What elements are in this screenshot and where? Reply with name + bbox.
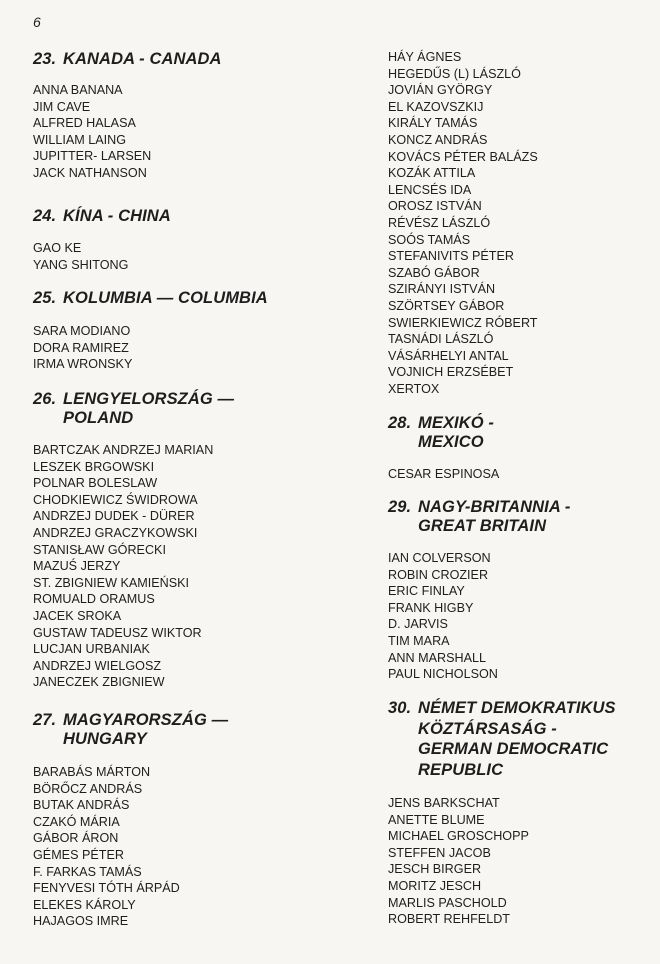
- section-heading: [33, 207, 333, 226]
- name-list: [33, 240, 333, 273]
- list-item: FENYVESI TÓTH ÁRPÁD: [33, 881, 180, 896]
- list-item: BARTCZAK ANDRZEJ MARIAN: [33, 443, 214, 457]
- section-heading: [33, 390, 333, 428]
- section-number: 28.: [388, 414, 412, 432]
- section-title: MEXIKÓ -: [418, 414, 494, 432]
- section-title: REPUBLIC: [418, 760, 504, 779]
- section-number: 26.: [33, 390, 57, 408]
- section-canada: [33, 50, 333, 182]
- list-item: CESAR ESPINOSA: [388, 467, 500, 481]
- list-item: HAJAGOS IMRE: [33, 914, 129, 929]
- list-item: JENS BARKSCHAT: [388, 796, 500, 810]
- list-item: ALFRED HALASA: [33, 116, 136, 131]
- list-item: SWIERKIEWICZ RÓBERT: [388, 315, 538, 330]
- section-hungary: [33, 711, 333, 930]
- list-item: LENCSÉS IDA: [388, 182, 472, 197]
- list-item: KONCZ ANDRÁS: [388, 132, 488, 147]
- section-title: NÉMET DEMOKRATIKUS: [418, 699, 616, 717]
- list-item: SZÖRTSEY GÁBOR: [388, 298, 505, 313]
- list-item: PAUL NICHOLSON: [388, 667, 498, 682]
- section-title: KOLUMBIA — COLUMBIA: [63, 289, 268, 307]
- list-item: GUSTAW TADEUSZ WIKTOR: [33, 625, 202, 640]
- name-list: [33, 764, 333, 930]
- list-item: FRANK HIGBY: [388, 600, 474, 615]
- list-item: JACEK SROKA: [33, 608, 122, 623]
- list-item: JANECZEK ZBIGNIEW: [33, 675, 165, 690]
- list-item: TASNÁDI LÁSZLÓ: [388, 332, 494, 347]
- list-item: POLNAR BOLESLAW: [33, 476, 158, 491]
- section-title: LENGYELORSZÁG —: [63, 390, 235, 408]
- list-item: VOJNICH ERZSÉBET: [388, 365, 514, 380]
- list-item: CHODKIEWICZ ŚWIDROWA: [33, 492, 198, 507]
- list-item: IAN COLVERSON: [388, 551, 491, 565]
- list-item: ANETTE BLUME: [388, 812, 485, 827]
- section-china: [33, 207, 333, 273]
- list-item: KOVÁCS PÉTER BALÁZS: [388, 149, 538, 164]
- section-title: KANADA - CANADA: [63, 50, 222, 68]
- list-item: GÉMES PÉTER: [33, 847, 124, 862]
- section-heading: [388, 698, 650, 780]
- list-item: MAZUŚ JERZY: [33, 559, 121, 574]
- list-item: EL KAZOVSZKIJ: [388, 99, 484, 114]
- list-item: JUPITTER- LARSEN: [33, 149, 152, 164]
- list-item: MORITZ JESCH: [388, 878, 482, 893]
- name-list: [388, 550, 650, 683]
- list-item: ELEKES KÁROLY: [33, 897, 136, 912]
- list-item: CZAKÓ MÁRIA: [33, 814, 120, 829]
- section-number: 27.: [33, 711, 57, 729]
- section-heading: [33, 289, 333, 308]
- list-item: SZABÓ GÁBOR: [388, 265, 480, 280]
- list-item: ANNA BANANA: [33, 83, 123, 97]
- section-title: GERMAN DEMOCRATIC: [418, 740, 609, 758]
- list-item: HÁY ÁGNES: [388, 50, 462, 64]
- list-item: LESZEK BRGOWSKI: [33, 459, 155, 474]
- hungary-continuation: [388, 49, 650, 397]
- list-item: BARABÁS MÁRTON: [33, 765, 151, 779]
- section-number: 23.: [33, 50, 57, 68]
- name-list: [388, 49, 650, 397]
- list-item: ROBERT REHFELDT: [388, 912, 510, 927]
- list-item: KIRÁLY TAMÁS: [388, 116, 478, 131]
- section-title: KÖZTÁRSASÁG -: [418, 719, 557, 738]
- list-item: SARA MODIANO: [33, 324, 131, 338]
- section-title: MAGYARORSZÁG —: [63, 711, 229, 729]
- list-item: VÁSÁRHELYI ANTAL: [388, 348, 509, 363]
- list-item: ANDRZEJ DUDEK - DÜRER: [33, 509, 195, 524]
- list-item: SZIRÁNYI ISTVÁN: [388, 282, 496, 297]
- name-list: [33, 82, 333, 182]
- list-item: ANDRZEJ GRACZYKOWSKI: [33, 525, 198, 540]
- section-title: MEXICO: [418, 433, 484, 451]
- section-german-democratic-republic: [388, 698, 650, 928]
- name-list: [388, 795, 650, 928]
- list-item: WILLIAM LAING: [33, 132, 127, 147]
- list-item: BÖRŐCZ ANDRÁS: [33, 781, 143, 796]
- list-item: DORA RAMIREZ: [33, 340, 129, 355]
- list-item: XERTOX: [388, 381, 440, 396]
- name-list: [33, 442, 333, 691]
- name-list: [33, 323, 333, 373]
- list-item: RÉVÉSZ LÁSZLÓ: [388, 215, 491, 230]
- list-item: ANDRZEJ WIELGOSZ: [33, 658, 162, 673]
- list-item: JIM CAVE: [33, 99, 91, 114]
- list-item: ST. ZBIGNIEW KAMIEŃSKI: [33, 575, 190, 590]
- list-item: JOVIÁN GYÖRGY: [388, 83, 493, 98]
- list-item: MARLIS PASCHOLD: [388, 895, 507, 910]
- list-item: F. FARKAS TAMÁS: [33, 864, 142, 879]
- list-item: IRMA WRONSKY: [33, 357, 133, 372]
- list-item: BUTAK ANDRÁS: [33, 798, 130, 813]
- list-item: LUCJAN URBANIAK: [33, 642, 150, 657]
- section-heading: [33, 50, 333, 69]
- list-item: STANISŁAW GÓRECKI: [33, 542, 166, 557]
- section-great-britain: [388, 498, 650, 683]
- list-item: ROMUALD ORAMUS: [33, 592, 155, 607]
- section-title: KÍNA - CHINA: [63, 207, 171, 225]
- list-item: SOÓS TAMÁS: [388, 232, 471, 247]
- list-item: ERIC FINLAY: [388, 584, 465, 599]
- section-poland: [33, 390, 333, 691]
- list-item: ANN MARSHALL: [388, 650, 486, 665]
- section-mexico: [388, 414, 650, 483]
- list-item: ROBIN CROZIER: [388, 567, 489, 582]
- section-title: NAGY-BRITANNIA -: [418, 498, 571, 516]
- section-title: GREAT BRITAIN: [418, 517, 547, 535]
- section-heading: [33, 711, 333, 749]
- section-columbia: [33, 289, 333, 373]
- list-item: D. JARVIS: [388, 617, 448, 632]
- list-item: JACK NATHANSON: [33, 165, 147, 180]
- list-item: YANG SHITONG: [33, 257, 129, 272]
- section-title: POLAND: [63, 409, 134, 427]
- list-item: STEFANIVITS PÉTER: [388, 249, 514, 264]
- section-heading: [388, 414, 650, 452]
- name-list: [388, 466, 650, 483]
- list-item: KOZÁK ATTILA: [388, 166, 476, 181]
- list-item: GAO KE: [33, 241, 82, 255]
- section-number: 29.: [388, 498, 412, 516]
- page-number: 6: [33, 14, 41, 30]
- section-number: 25.: [33, 289, 57, 307]
- list-item: HEGEDŰS (L) LÁSZLÓ: [388, 66, 521, 81]
- list-item: JESCH BIRGER: [388, 862, 482, 877]
- list-item: TIM MARA: [388, 633, 450, 648]
- section-title: HUNGARY: [63, 730, 147, 748]
- section-heading: [388, 498, 650, 536]
- list-item: MICHAEL GROSCHOPP: [388, 829, 529, 844]
- list-item: GÁBOR ÁRON: [33, 831, 119, 846]
- list-item: STEFFEN JACOB: [388, 845, 491, 860]
- list-item: OROSZ ISTVÁN: [388, 199, 482, 214]
- section-number: 24.: [33, 207, 57, 225]
- section-number: 30.: [388, 699, 412, 717]
